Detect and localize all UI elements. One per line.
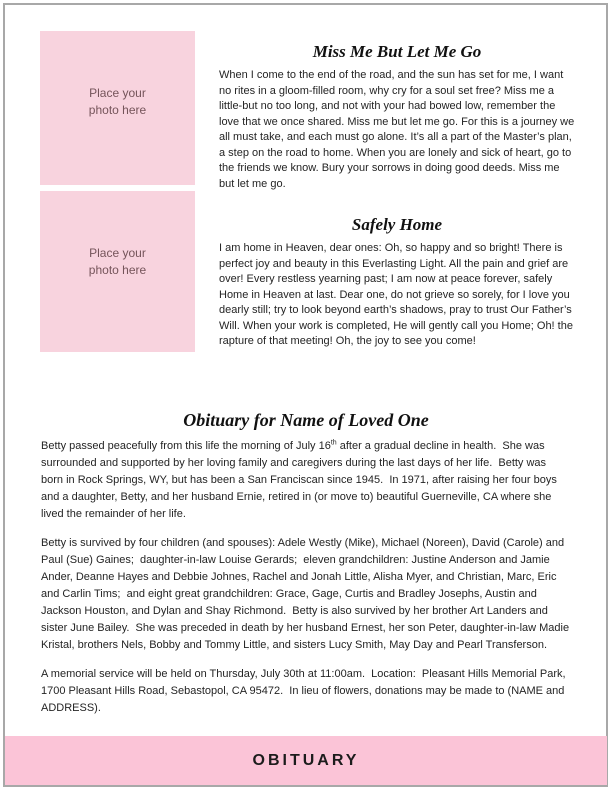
photo-placeholder-2[interactable] <box>40 191 195 352</box>
poem-section-miss-me <box>219 42 578 192</box>
poem-section-safely-home <box>219 215 575 350</box>
poem-title: Miss Me But Let Me Go <box>312 42 482 61</box>
obituary-title: Obituary for Name of Loved One <box>183 410 429 430</box>
obituary-paragraph-1-text-cont: after a gradual decline in health. She was surrounded and supported by her loving family and caregivers during the last days of her life. Betty was born in Rock Springs, WY, but has been a San Franciscan since 1945. In 1971, after raising her four boys and a daughter, Betty, and her husband Ernie, retired in (or move to) beautiful Guerneville, CA where she lived the remainder of her life. <box>41 440 560 520</box>
poem-body: I am home in Heaven, dear ones: Oh, so happy and so bright! There is perfect joy and beauty in this Everlasting Light. All the pain and grief are over! Every restless yearning past; I am now at peace forever, safely Home in Heaven at last. Dear one, do not grieve so sorely, for I love you dearly still; try to look beyond earth’s shadows, pray to trust Our Father’s Will. When your work is completed, He will gently call you Home; Oh! the rapture of that meeting! Oh, the joy to see you come! <box>219 242 577 347</box>
poem-body: When I come to the end of the road, and the sun has set for me, I want no rites in a gloom-filled room, why cry for a soul set free? Miss me a little-but no too long, and not with your had bowed low, remember the love that we once shared. Miss me but let me go. For this is a journey we all must take, and each must go alone. It’s all a part of the Master’s plan, a step on the road to home. When you are lonely and sick of heart, go to the friends we know. Bury your sorrows in doing good deeds. Miss me but let me go. <box>219 69 578 190</box>
footer-banner-label: OBITUARY <box>252 751 360 769</box>
obituary-paragraph-2: Betty is survived by four children (and spouses): Adele Westly (Mike), Michael (Noreen), David (Carole) and Paul (Sue) Gaines; daughter-in-law Louise Gerards; eleven grandchildren: Justine Anderson and Jamie Ander, Deanne Hayes and Debbie Johnes, Rachel and Jonah Little, Alisha Myer, and Christian, Marc, Eric and Carlin Tims; and eight great grandchildren: Grace, Gage, Curtis and Bradley Josephs, Austin and Jackson Houston, and Dylan and Shay Richmond. Betty is also survived by her brother Art Landers and sister June Bailey. She was preceded in death by her husband Ernest, her son Peter, daughter-in-law Madie Kristal, brothers Nels, Bobby and Tommy Little, and sisters Lucy Smith, May Day and Pearl Transferson. <box>41 537 573 651</box>
photo-placeholder-label: Place your photo here <box>88 246 147 277</box>
obituary-paragraph-3: A memorial service will be held on Thursday, July 30th at 11:00am. Location: Pleasant Hills Memorial Park, 1700 Pleasant Hills Road, Sebastopol, CA 95472. In lieu of flowers, donations may be made to (NAME and ADDRESS). <box>41 668 569 714</box>
ordinal-superscript: th <box>330 439 337 447</box>
obituary-paragraph-1-text: Betty passed peacefully from this life the morning of July 16 <box>41 440 331 452</box>
photo-placeholder-label: Place your photo here <box>88 86 147 117</box>
footer-banner <box>5 736 607 785</box>
obituary-paragraph-1 <box>41 438 571 523</box>
photo-placeholder-1[interactable] <box>40 31 195 185</box>
obituary-section <box>41 409 571 729</box>
poem-title: Safely Home <box>351 215 443 234</box>
